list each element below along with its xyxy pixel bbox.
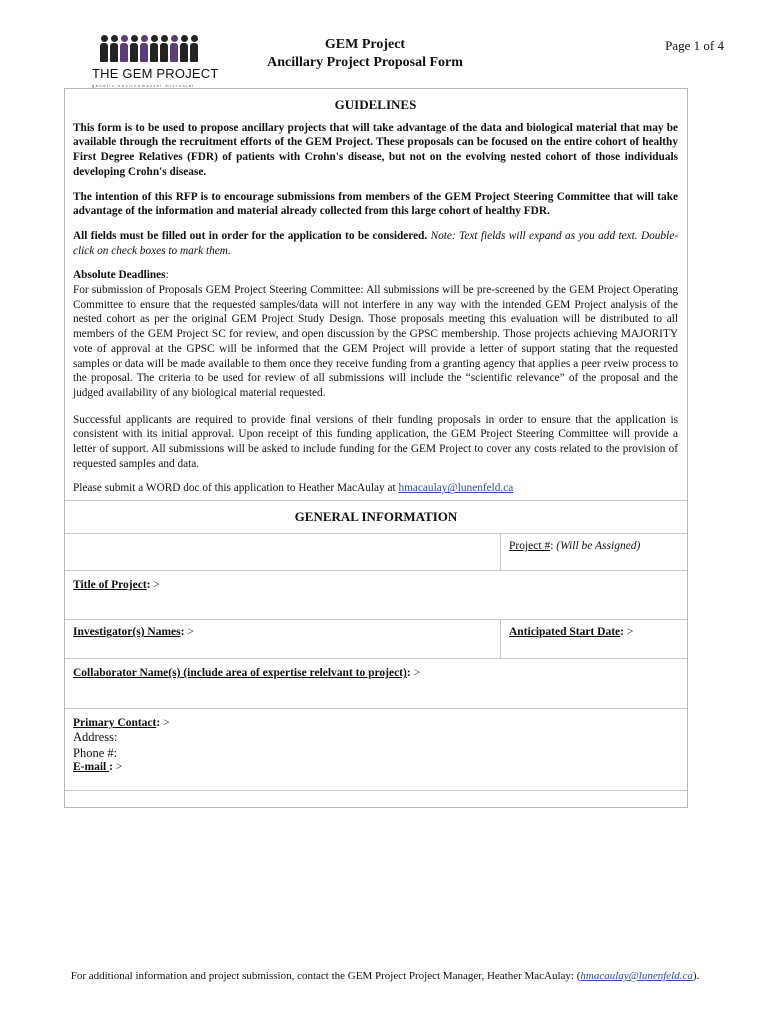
prompt: > bbox=[160, 717, 170, 730]
logo-subtext: genetic environmental microbial bbox=[92, 83, 195, 88]
project-number-note: (Will be Assigned) bbox=[556, 540, 641, 553]
required-fields-note: All fields must be filled out in order for the application to be considered. bbox=[73, 229, 428, 242]
document-title bbox=[240, 36, 490, 72]
submission-text: Please submit a WORD doc of this application to Heather MacAulay at bbox=[73, 482, 399, 495]
investigators-row bbox=[65, 620, 687, 659]
guidelines-section bbox=[65, 89, 687, 501]
guidelines-title: GUIDELINES bbox=[334, 97, 417, 112]
proposal-form bbox=[64, 88, 688, 808]
logo-text: THE GEM PROJECT bbox=[92, 66, 219, 81]
collaborators-label: Collaborator Name(s) (include area of expertise relelvant to project) bbox=[73, 667, 407, 680]
prompt: > bbox=[184, 626, 194, 639]
guidelines-paragraph-5: Successful applicants are required to provide final versions of their funding proposals in order to ensure that the application is consistent with its initial approval. Upon receipt of this funding application, the GEM Project Steering Committee will provide a letter of support. All submissions will be asked to include funding for the GEM Project to cover any costs related to the provision of requested samples and data. bbox=[73, 413, 678, 470]
prompt: > bbox=[112, 761, 123, 774]
colon: : bbox=[146, 579, 151, 592]
start-date-label: Anticipated Start Date bbox=[509, 626, 621, 639]
colon: : bbox=[406, 667, 411, 680]
prompt: > bbox=[624, 626, 634, 639]
footer-end: ). bbox=[692, 970, 700, 982]
email-label: E-mail bbox=[73, 761, 110, 774]
empty-form-row bbox=[65, 791, 687, 807]
footer-text: For additional information and project submission, contact the GEM Project Project Manager, Heather MacAulay: ( bbox=[70, 970, 581, 982]
colon: : bbox=[156, 717, 161, 730]
title-line-2: Ancillary Project Proposal Form bbox=[267, 55, 463, 70]
investigators-field[interactable] bbox=[65, 620, 501, 658]
gem-project-logo bbox=[92, 34, 232, 92]
prompt: > bbox=[150, 579, 160, 592]
people-silhouettes-icon bbox=[92, 34, 232, 62]
title-line-1: GEM Project bbox=[324, 37, 406, 52]
investigators-label: Investigator(s) Names bbox=[73, 626, 181, 639]
page-number: Page 1 of 4 bbox=[665, 38, 724, 53]
primary-contact-label: Primary Contact bbox=[73, 717, 157, 730]
colon: : bbox=[109, 761, 113, 774]
deadlines-paragraph bbox=[73, 268, 678, 400]
prompt: > bbox=[410, 667, 421, 680]
project-number-cell[interactable] bbox=[501, 534, 687, 570]
project-number-label: Project # bbox=[509, 540, 551, 553]
text-field-note: Note: Text fields will expand as you add text. Double-click on check boxes to mark them. bbox=[73, 229, 678, 257]
blank-cell bbox=[65, 534, 501, 570]
submission-email-link[interactable]: hmacaulay@lunenfeld.ca bbox=[398, 482, 514, 495]
guidelines-paragraph-2: The intention of this RFP is to encourage submissions from members of the GEM Project Steering Committee that will take advantage of the information and material already collected from this large cohort of healthy FDR. bbox=[73, 190, 678, 218]
phone-label: Phone #: bbox=[73, 746, 118, 761]
title-of-project-field[interactable] bbox=[65, 571, 687, 620]
colon: : bbox=[550, 540, 554, 553]
submission-paragraph bbox=[73, 481, 678, 496]
footer-email-link[interactable]: hmacaulay@lunenfeld.ca bbox=[580, 970, 693, 982]
collaborators-field[interactable] bbox=[65, 659, 687, 709]
primary-contact-field[interactable] bbox=[65, 709, 687, 791]
guidelines-paragraph-1: This form is to be used to propose ancillary projects that will take advantage of the data and biological material that may be available through the recruitment efforts of the GEM Project. These proposals can be focused on the entire cohort of healthy First Degree Relatives (FDR) of patients with Crohn's disease, but not on the evolving nested cohort of those individuals developing Crohn's disease. bbox=[73, 121, 678, 178]
colon: : bbox=[180, 626, 185, 639]
address-label: Address: bbox=[73, 730, 118, 745]
general-information-title: GENERAL INFORMATION bbox=[65, 501, 687, 534]
primary-contact-line bbox=[73, 717, 679, 729]
deadlines-colon: : bbox=[165, 269, 169, 282]
start-date-field[interactable] bbox=[501, 620, 687, 658]
project-number-row bbox=[65, 534, 687, 571]
footer bbox=[0, 970, 770, 982]
deadlines-text: For submission of Proposals GEM Project Steering Committee: All submissions will be pre-screened by the GEM Project Operating Committee to ensure that the requested samples/data will not interfere in any way with the intended GEM Project analysis of the nested cohort as per the original GEM Project Study Design. Those proposals meeting this evaluation will be distributed to all members of the GEM Project SC for review, and open discussion by the GPSC membership. Those projects achieving MAJORITY vote of approval at the GPSC will be informed that the GEM Project will provide a letter of support stating that the requested samples or data will be made available to them once they receive funding from a granting agency that applies a peer rveiw process to the proposal. The criteria to be used for review of all submissions will include the “scientific relevance” of the proposal and the judged availability of any biological material requested. bbox=[73, 284, 678, 399]
email-line bbox=[73, 761, 679, 773]
colon: : bbox=[620, 626, 624, 639]
title-of-project-label: Title of Project bbox=[73, 579, 147, 592]
guidelines-paragraph-3 bbox=[73, 229, 678, 258]
deadlines-label: Absolute Deadlines bbox=[73, 269, 166, 282]
